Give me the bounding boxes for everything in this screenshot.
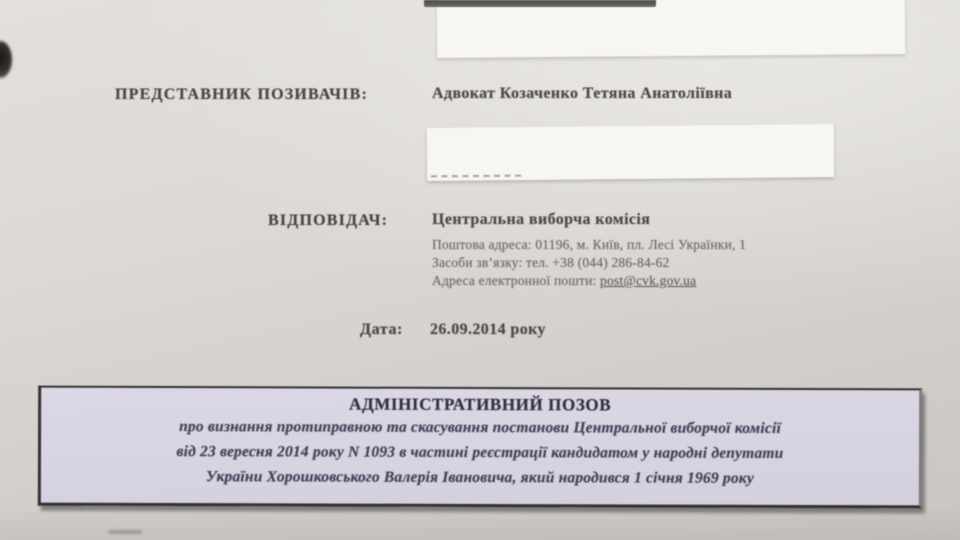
- paper-shadow: [0, 508, 960, 540]
- redaction-block-middle: [427, 124, 834, 181]
- claim-line-3: України Хорошковського Валерія Івановича, який народився 1 січня 1969 року: [205, 468, 754, 487]
- defendant-email-label: Адреса електронної пошти:: [432, 273, 601, 288]
- defendant-postal-address: Поштова адреса: 01196, м. Київ, пл. Лесі Українки, 1: [432, 237, 747, 252]
- defendant-label: ВІДПОВІДАЧ:: [268, 212, 389, 229]
- claim-title: АДМІНІСТРАТИВНИЙ ПОЗОВ: [349, 394, 612, 415]
- date-value: 26.09.2014 року: [430, 321, 546, 338]
- defendant-value: Центральна виборча комісія: [432, 211, 651, 228]
- defendant-contacts: Засоби зв’язку: тел. +38 (044) 286-84-62: [432, 255, 670, 270]
- claim-line-2: від 23 вересня 2014 року N 1093 в частині реєстрації кандидатом у народні депутати: [176, 443, 784, 462]
- hole-punch-mark: [0, 41, 12, 78]
- redaction-dark-bar: [424, 0, 656, 7]
- redaction-block-top: [437, 0, 906, 58]
- plaintiff-representative-label: ПРЕДСТАВНИК ПОЗИВАЧІВ:: [115, 86, 368, 103]
- defendant-email-link: post@cvk.gov.ua: [600, 273, 697, 288]
- administrative-claim-box: [38, 386, 922, 509]
- defendant-email-row: [432, 273, 696, 289]
- faint-text-smudge: [108, 530, 142, 534]
- plaintiff-representative-value: Адвокат Козаченко Тетяна Анатоліївна: [432, 85, 733, 102]
- claim-line-1: про визнання протиправною та скасування постанови Центральної виборчої комісії: [179, 418, 782, 437]
- date-label: Дата:: [360, 321, 403, 338]
